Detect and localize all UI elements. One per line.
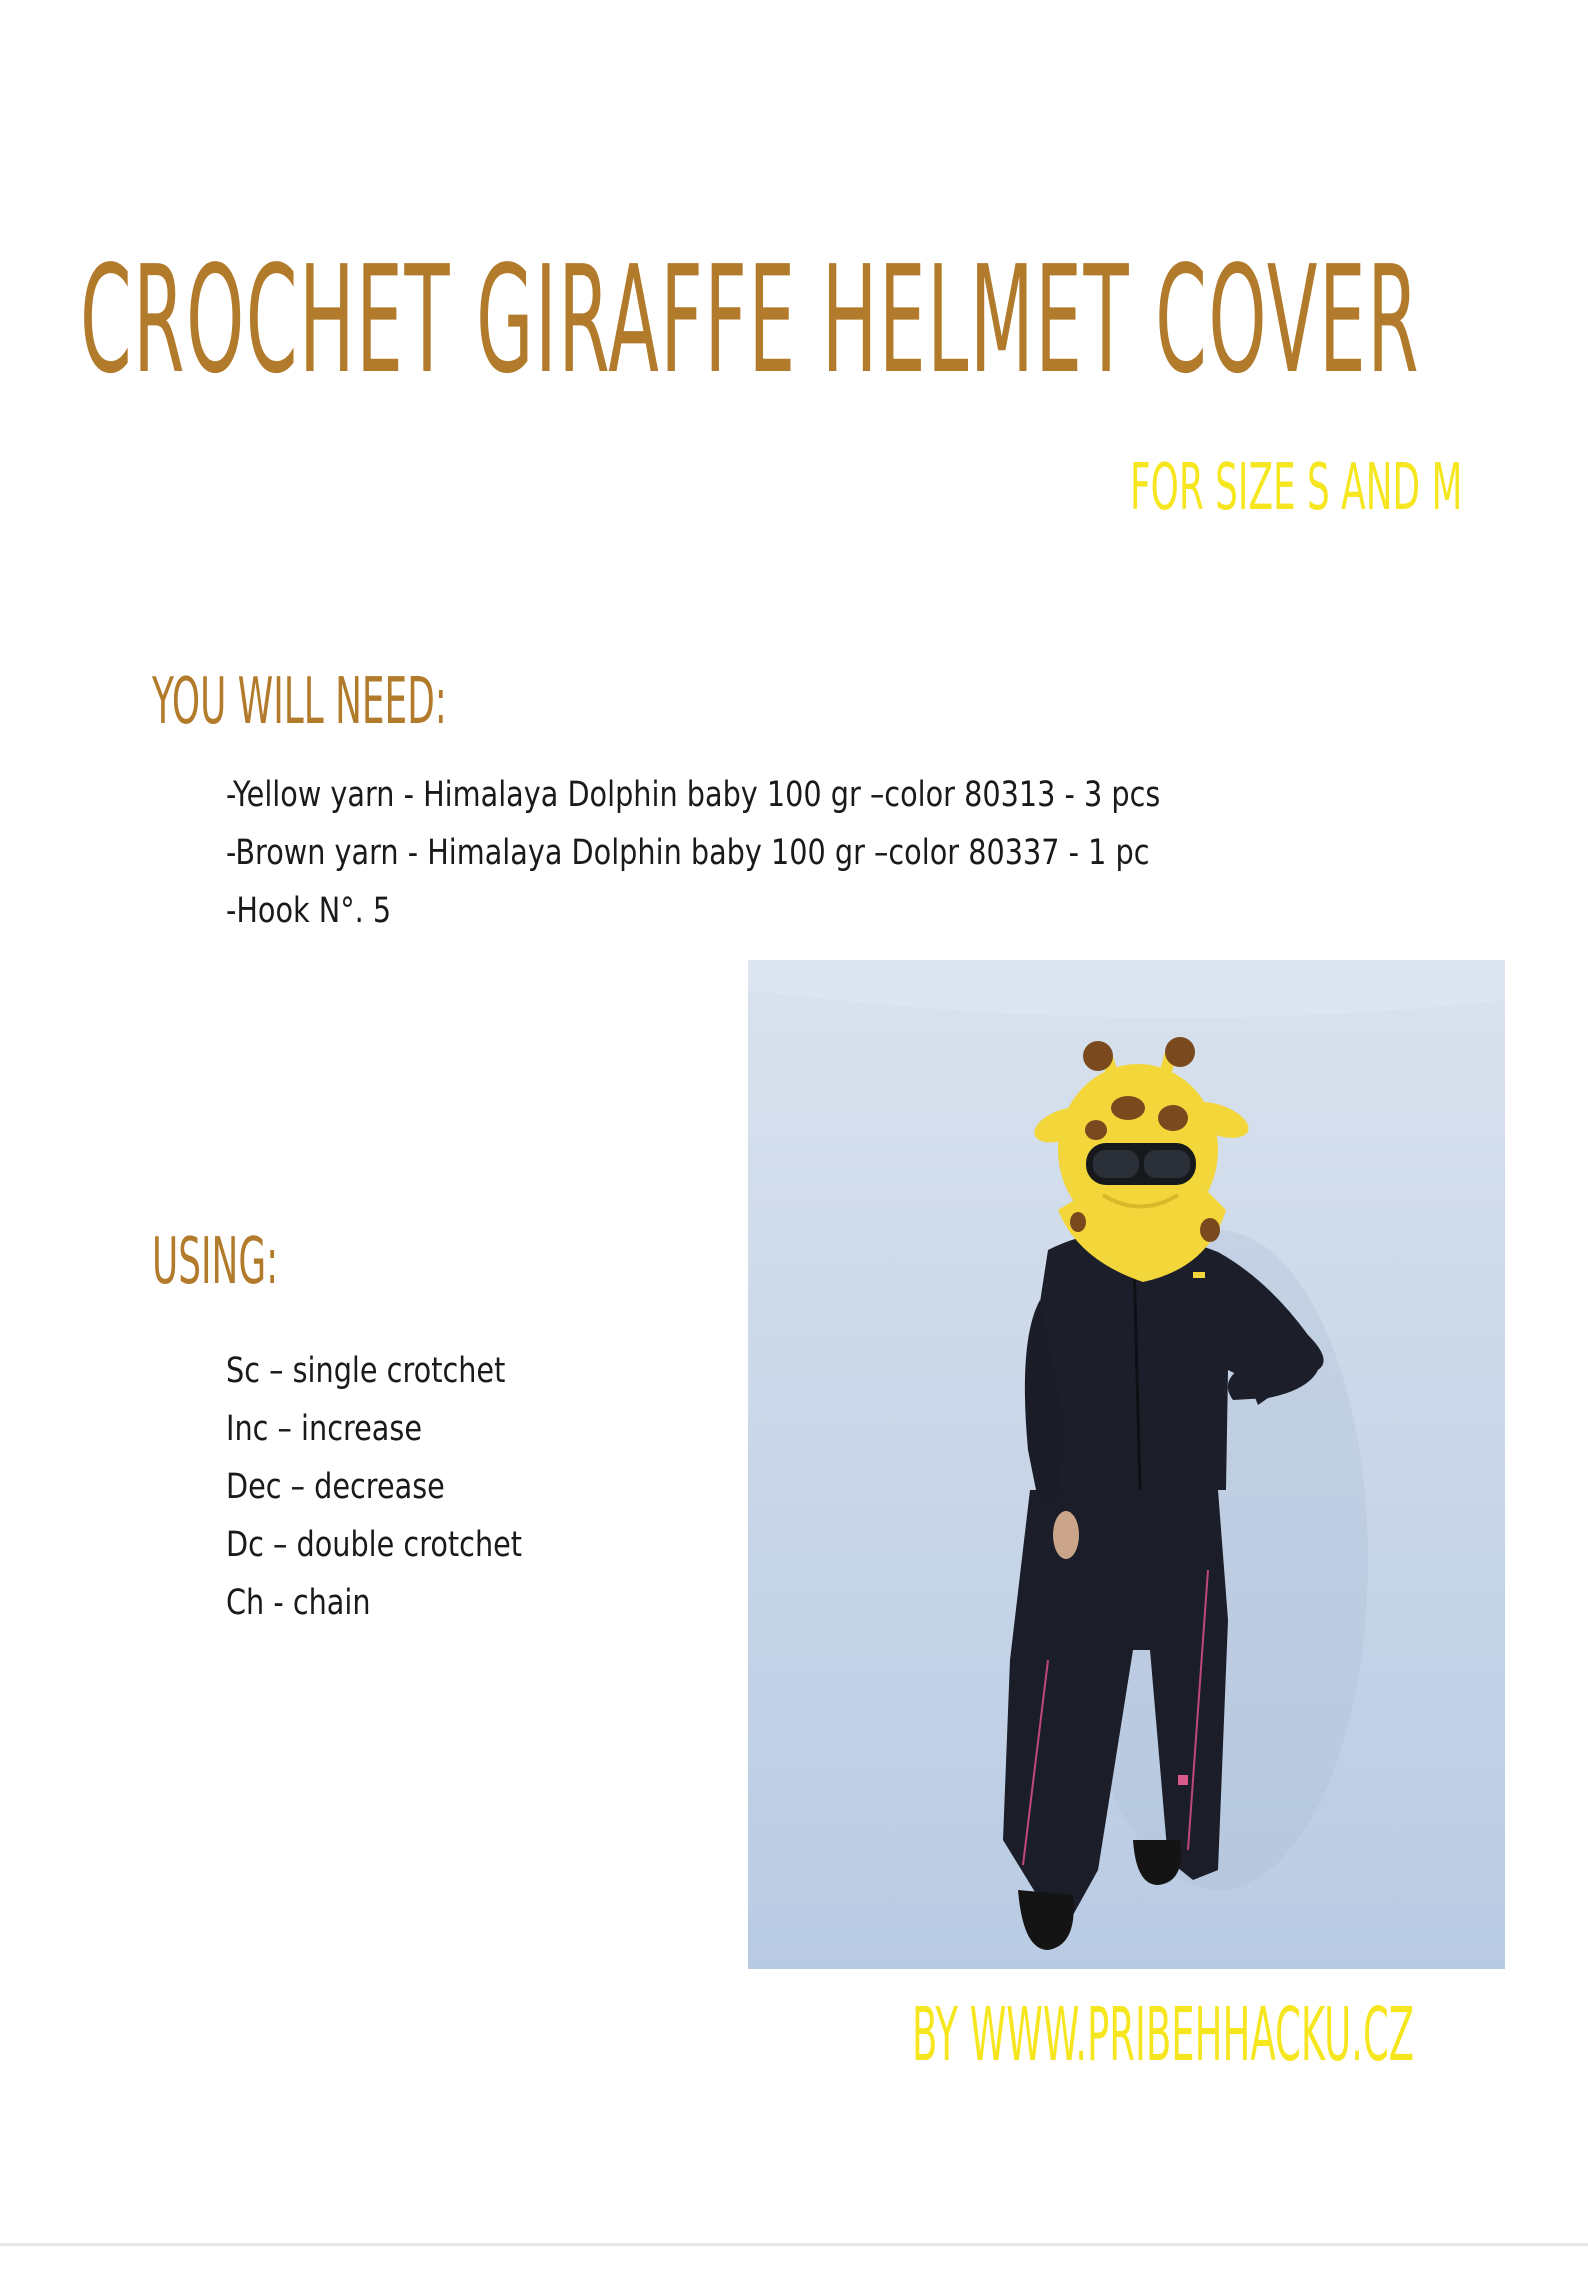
page-footer-space	[0, 2246, 1588, 2285]
photo-illustration	[748, 960, 1505, 1969]
materials-list	[226, 766, 1365, 940]
abbreviation-item: Dec – decrease	[226, 1467, 445, 1507]
material-item: -Brown yarn - Himalaya Dolphin baby 100 gr –color 80337 - 1 pc	[226, 833, 1150, 873]
material-item: -Hook N°. 5	[226, 891, 392, 931]
abbreviation-item: Inc – increase	[226, 1409, 423, 1449]
abbreviation-item: Ch - chain	[226, 1583, 371, 1623]
giraffe-helmet-cover-photo	[748, 960, 1505, 1969]
abbreviation-item: Sc – single crotchet	[226, 1351, 506, 1391]
material-item: -Yellow yarn - Himalaya Dolphin baby 100 gr –color 80313 - 3 pcs	[226, 775, 1161, 815]
you-will-need-heading: YOU WILL NEED:	[152, 665, 447, 739]
document-title: CROCHET GIRAFFE HELMET COVER	[80, 234, 1421, 406]
using-heading: USING:	[152, 1225, 279, 1299]
abbreviations-list	[226, 1342, 587, 1632]
document-subtitle: FOR SIZE S AND M	[1130, 451, 1463, 525]
abbreviation-item: Dc – double crotchet	[226, 1525, 523, 1565]
credit-line: BY WWW.PRIBEHHACKU.CZ	[912, 1992, 1415, 2078]
